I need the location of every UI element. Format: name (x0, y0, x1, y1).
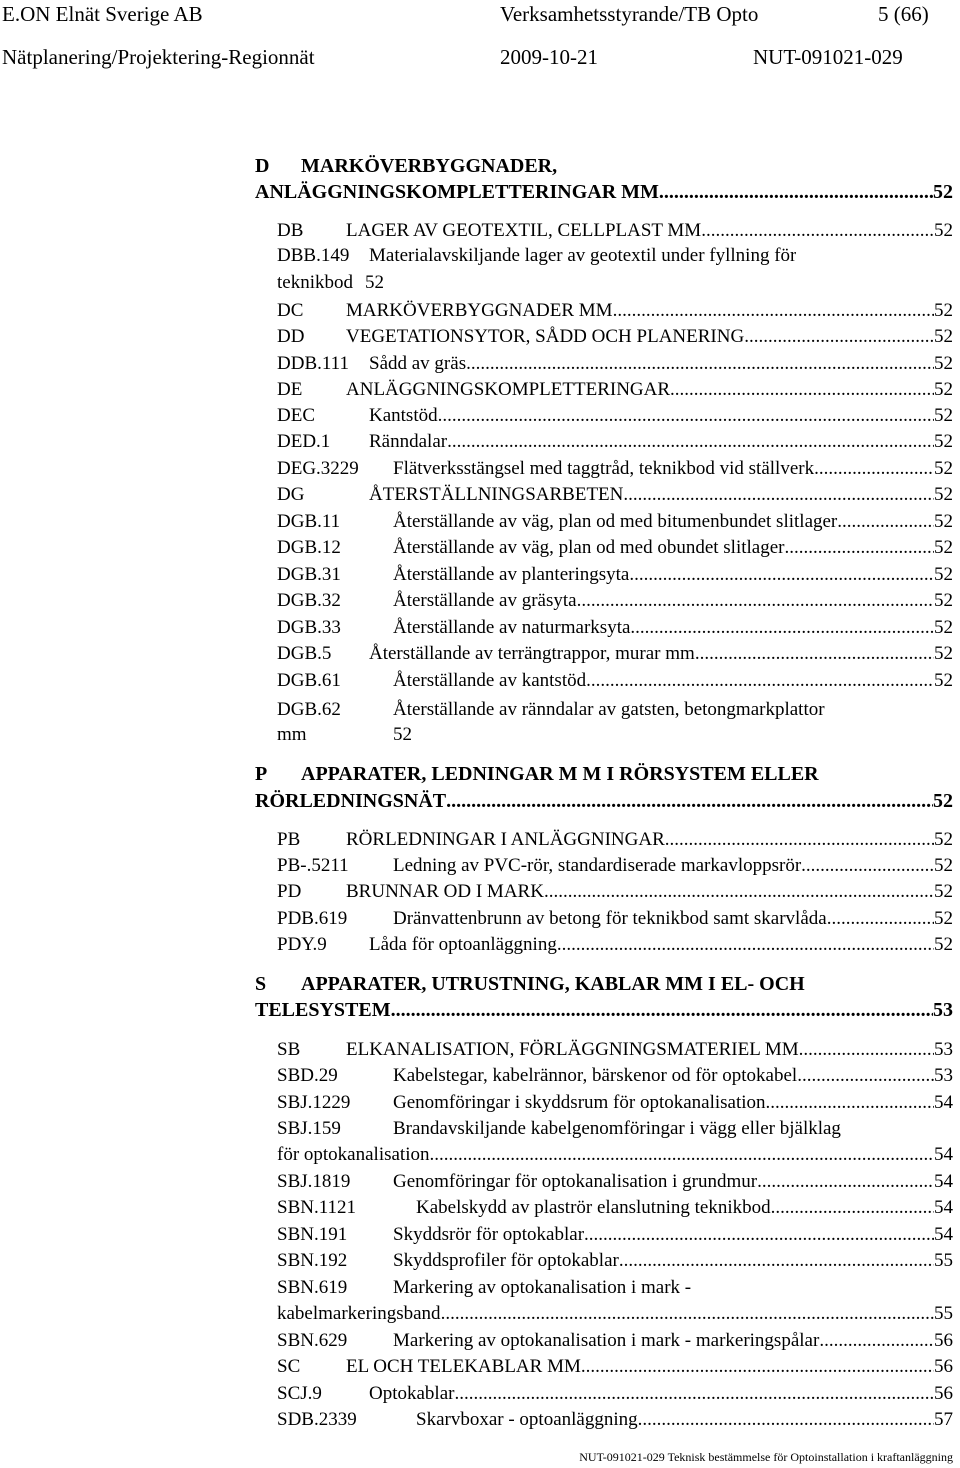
toc-page: 54 (934, 1092, 953, 1113)
toc-page: 56 (934, 1330, 953, 1351)
toc-page: 57 (934, 1409, 953, 1430)
toc-entry-p-line1[interactable] (255, 761, 819, 787)
toc-page: 52 (934, 617, 953, 638)
toc-title: Kabelstegar, kabelrännor, bärskenor od för optokabel (393, 1065, 798, 1086)
toc-entry-dgb31[interactable] (277, 562, 953, 588)
toc-title: Sådd av gräs (369, 353, 467, 374)
toc-entry-dg[interactable] (277, 482, 953, 508)
toc-code: SBJ.1819 (277, 1171, 351, 1192)
toc-title: APPARATER, LEDNINGAR M M I RÖRSYSTEM ELLER (301, 763, 819, 785)
toc-page: 52 (934, 908, 953, 929)
toc-code: SBN.192 (277, 1250, 348, 1271)
toc-entry-de[interactable] (277, 377, 953, 403)
toc-leader (706, 218, 934, 244)
toc-title: Dränvattenbrunn av betong för teknikbod samt skarvlåda (393, 908, 827, 929)
toc-leader (819, 456, 934, 482)
toc-leader (695, 641, 934, 667)
toc-page: 53 (933, 999, 953, 1021)
toc-code: DG (277, 484, 305, 505)
toc-title: Skyddsprofiler för optokablar (393, 1250, 619, 1271)
toc-entry-dc[interactable] (277, 298, 953, 324)
toc-entry-dgb61[interactable] (277, 668, 953, 694)
toc-entry-sbn191[interactable] (277, 1222, 953, 1248)
toc-code: SBN.1121 (277, 1197, 357, 1218)
toc-code: SBJ.1229 (277, 1092, 351, 1113)
toc-code: DB (277, 220, 304, 241)
toc-title: Genomföringar i skyddsrum för optokanalisation (393, 1092, 766, 1113)
toc-entry-s-line2[interactable] (255, 997, 953, 1023)
toc-code: PDB.619 (277, 908, 348, 929)
toc-title: teknikbod (277, 272, 353, 293)
toc-leader (438, 403, 934, 429)
toc-leader (623, 482, 934, 508)
toc-title: TELESYSTEM (255, 999, 391, 1021)
toc-leader (827, 906, 934, 932)
toc-code: DGB.31 (277, 564, 341, 585)
toc-code: PB-.5211 (277, 855, 349, 876)
toc-page: 52 (934, 590, 953, 611)
toc-title: Skyddsrör för optokablar (393, 1224, 585, 1245)
toc-title: Återställande av väg, plan od med bitumenbundet slitlager (393, 511, 838, 532)
toc-code: SBJ.159 (277, 1118, 341, 1139)
toc-page: 52 (934, 405, 953, 426)
toc-page: 52 (934, 537, 953, 558)
toc-leader (799, 1037, 934, 1063)
toc-page: 52 (934, 379, 953, 400)
toc-code: SCJ.9 (277, 1383, 322, 1404)
toc-title: kabelmarkeringsband (277, 1303, 441, 1324)
toc-title: Återställande av naturmarksyta (393, 617, 631, 638)
company-name: E.ON Elnät Sverige AB (2, 2, 203, 26)
toc-title: Markering av optokanalisation i mark - (393, 1277, 692, 1298)
toc-entry-sbn619-line1[interactable] (277, 1275, 691, 1301)
toc-page: 52 (934, 353, 953, 374)
toc-code: DEC (277, 405, 315, 426)
toc-entry-deg[interactable] (277, 456, 953, 482)
toc-title: RÖRLEDNINGSNÄT (255, 790, 447, 812)
toc-entry-dgb62-line1[interactable] (277, 697, 825, 723)
toc-page: 52 (393, 724, 412, 745)
toc-code: DBB.149 (277, 245, 350, 266)
toc-page: 52 (934, 300, 953, 321)
toc-entry-dbb-line2[interactable] (277, 270, 384, 296)
toc-title: APPARATER, UTRUSTNING, KABLAR MM I EL- OCH (301, 973, 805, 995)
toc-entry-dgb62-line2[interactable] (277, 722, 412, 748)
toc-page: 56 (934, 1383, 953, 1404)
toc-leader (630, 615, 934, 641)
toc-entry-sbn192[interactable] (277, 1248, 953, 1274)
toc-leader (557, 932, 934, 958)
toc-page: 53 (934, 1065, 953, 1086)
toc-code: DED.1 (277, 431, 331, 452)
toc-entry-dgb11[interactable] (277, 509, 953, 535)
toc-leader (638, 1407, 934, 1433)
toc-leader (584, 1222, 934, 1248)
toc-leader (797, 1063, 934, 1089)
toc-title: MARKÖVERBYGGNADER MM (346, 300, 613, 321)
toc-page: 52 (934, 934, 953, 955)
toc-code: SDB.2339 (277, 1409, 357, 1430)
toc-code: DGB.11 (277, 511, 341, 532)
toc-title: mm (277, 724, 307, 745)
toc-entry-ddb[interactable] (277, 351, 953, 377)
toc-entry-pb5211[interactable] (277, 853, 953, 879)
toc-entry-ded[interactable] (277, 429, 953, 455)
toc-code: PB (277, 829, 301, 850)
toc-entry-sbj1819[interactable] (277, 1169, 953, 1195)
toc-leader (544, 879, 934, 905)
toc-code: DC (277, 300, 304, 321)
toc-entry-dgb32[interactable] (277, 588, 953, 614)
toc-entry-sbj1229[interactable] (277, 1090, 953, 1116)
toc-entry-dgb33[interactable] (277, 615, 953, 641)
toc-title: Låda för optoanläggning (369, 934, 557, 955)
page-number: 5 (66) (878, 2, 929, 26)
toc-entry-scj[interactable] (277, 1381, 953, 1407)
toc-code: PDY.9 (277, 934, 327, 955)
toc-code: DGB.12 (277, 537, 341, 558)
toc-leader (466, 351, 934, 377)
toc-entry-sb[interactable] (277, 1037, 953, 1063)
toc-page: 52 (934, 564, 953, 585)
toc-code: DGB.33 (277, 617, 341, 638)
toc-page: 53 (934, 1039, 953, 1060)
toc-leader (446, 788, 933, 814)
toc-title: Brandavskiljande kabelgenomföringar i vägg eller bjälklag (393, 1118, 841, 1139)
toc-leader (665, 827, 934, 853)
toc-page: 52 (934, 855, 953, 876)
toc-title: BRUNNAR OD I MARK (346, 881, 544, 902)
toc-entry-pdb[interactable] (277, 906, 953, 932)
toc-entry-s-line1[interactable] (255, 971, 805, 997)
toc-page: 52 (934, 881, 953, 902)
toc-title: LAGER AV GEOTEXTIL, CELLPLAST MM. (346, 220, 706, 241)
toc-title: VEGETATIONSYTOR, SÅDD OCH PLANERING (346, 326, 745, 347)
toc-entry-sbj159-line1[interactable] (277, 1116, 841, 1142)
toc-page: 52 (934, 326, 953, 347)
toc-page: 55 (934, 1303, 953, 1324)
toc-title: Återställande av gräsyta (393, 590, 577, 611)
toc-code: SBN.619 (277, 1277, 348, 1298)
toc-title: Ledning av PVC-rör, standardiserade markavloppsrör (393, 855, 802, 876)
toc-page: 52 (933, 790, 953, 812)
toc-code: DGB.32 (277, 590, 341, 611)
toc-entry-dec[interactable] (277, 403, 953, 429)
toc-leader (619, 1248, 934, 1274)
toc-code: DE (277, 379, 303, 400)
toc-page: 52 (933, 181, 953, 203)
unit-name: Nätplanering/Projektering-Regionnät (2, 45, 315, 69)
toc-code: DGB.61 (277, 670, 341, 691)
toc-code: SB (277, 1039, 301, 1060)
toc-title: Skarvboxar - optoanläggning (416, 1409, 638, 1430)
toc-code: S (255, 973, 267, 995)
toc-entry-pb[interactable] (277, 827, 953, 853)
toc-leader (629, 562, 934, 588)
toc-page: 52 (934, 431, 953, 452)
toc-code: SBN.629 (277, 1330, 348, 1351)
toc-entry-sbd[interactable] (277, 1063, 953, 1089)
toc-code: DEG.3229 (277, 458, 359, 479)
toc-leader (441, 1301, 934, 1327)
toc-entry-dgb5[interactable] (277, 641, 953, 667)
toc-title: för optokanalisation (277, 1144, 430, 1165)
toc-code: SBD.29 (277, 1065, 338, 1086)
toc-code: SC (277, 1356, 301, 1377)
toc-page: 55 (934, 1250, 953, 1271)
toc-entry-db[interactable] (277, 218, 953, 244)
toc-title: Markering av optokanalisation i mark - markeringspålar (393, 1330, 820, 1351)
document-id: NUT-091021-029 (753, 45, 903, 69)
toc-entry-pd[interactable] (277, 879, 953, 905)
toc-title: Återställande av terrängtrappor, murar mm (369, 643, 695, 664)
toc-title: EL OCH TELEKABLAR MM (346, 1356, 581, 1377)
toc-title: ÅTERSTÄLLNINGSARBETEN (369, 484, 624, 505)
toc-page: 52 (934, 484, 953, 505)
running-header-line2 (0, 45, 960, 71)
toc-title: ANLÄGGNINGSKOMPLETTERINGAR MM (255, 181, 659, 203)
toc-title: Återställande av kantstöd (393, 670, 587, 691)
toc-entry-sbn619-line2[interactable] (277, 1301, 953, 1327)
toc-leader (613, 298, 934, 324)
toc-code: DDB.111 (277, 353, 349, 374)
toc-entry-dgb12[interactable] (277, 535, 953, 561)
toc-page: 52 (934, 458, 953, 479)
running-header-line1 (0, 2, 960, 28)
toc-page: 54 (934, 1171, 953, 1192)
toc-leader (447, 429, 934, 455)
toc-title: Kantstöd (369, 405, 438, 426)
toc-leader (670, 377, 934, 403)
toc-leader (801, 853, 934, 879)
toc-leader (586, 668, 934, 694)
toc-leader (819, 1328, 934, 1354)
toc-title: Återställande av planteringsyta (393, 564, 630, 585)
toc-title: Flätverksstängsel med taggtråd, teknikbod vid ställverk. (393, 458, 819, 479)
toc-title: Återställande av ränndalar av gatsten, betongmarkplattor (393, 699, 825, 720)
toc-entry-dbb-line1[interactable] (277, 243, 796, 269)
toc-page: 52 (934, 829, 953, 850)
toc-leader (785, 535, 935, 561)
toc-page: 56 (934, 1356, 953, 1377)
toc-page: 52 (934, 220, 953, 241)
toc-leader (391, 997, 933, 1023)
toc-leader (454, 1381, 934, 1407)
toc-page: 52 (934, 670, 953, 691)
toc-leader (430, 1142, 935, 1168)
toc-leader (581, 1354, 934, 1380)
toc-leader (766, 1090, 934, 1116)
toc-entry-d-line2[interactable] (255, 179, 953, 205)
toc-page: 52 (365, 272, 384, 293)
toc-title: ELKANALISATION, FÖRLÄGGNINGSMATERIEL MM (346, 1039, 799, 1060)
toc-entry-dd[interactable] (277, 324, 953, 350)
toc-page: 54 (934, 1224, 953, 1245)
toc-entry-d-line1[interactable] (255, 153, 557, 179)
toc-page: 54 (934, 1197, 953, 1218)
toc-title: Återställande av väg, plan od med obundet slitlager (393, 537, 785, 558)
toc-page: 54 (934, 1144, 953, 1165)
toc-entry-pdy[interactable] (277, 932, 953, 958)
document-date: 2009-10-21 (500, 45, 598, 69)
toc-leader (771, 1195, 934, 1221)
toc-entry-p-line2[interactable] (255, 788, 953, 814)
toc-leader (577, 588, 934, 614)
toc-code: P (255, 763, 268, 785)
toc-leader (837, 509, 934, 535)
toc-page: 52 (934, 511, 953, 532)
toc-code: PD (277, 881, 302, 902)
page-footer: NUT-091021-029 Teknisk bestämmelse för Optoinstallation i kraftanläggning (579, 1450, 953, 1464)
department: Verksamhetsstyrande/TB Opto (500, 2, 759, 26)
toc-title: Optokablar (369, 1383, 455, 1404)
toc-entry-sbn629[interactable] (277, 1328, 953, 1354)
toc-code: DGB.62 (277, 699, 341, 720)
toc-entry-sbn1121[interactable] (277, 1195, 953, 1221)
toc-title: Materialavskiljande lager av geotextil under fyllning för (369, 245, 797, 266)
toc-leader (659, 179, 933, 205)
toc-entry-sc[interactable] (277, 1354, 953, 1380)
toc-title: Ränndalar (369, 431, 448, 452)
toc-code: DGB.5 (277, 643, 332, 664)
toc-code: D (255, 155, 270, 177)
toc-code: DD (277, 326, 305, 347)
toc-code: SBN.191 (277, 1224, 348, 1245)
toc-page: 52 (934, 643, 953, 664)
toc-title: ANLÄGGNINGSKOMPLETTERINGAR (346, 379, 671, 400)
toc-title: Genomföringar för optokanalisation i grundmur (393, 1171, 758, 1192)
toc-leader (744, 324, 934, 350)
toc-title: RÖRLEDNINGAR I ANLÄGGNINGAR (346, 829, 665, 850)
toc-title: Kabelskydd av plaströr elanslutning teknikbod (416, 1197, 771, 1218)
toc-entry-sbj159-line2[interactable] (277, 1142, 953, 1168)
toc-entry-sdb[interactable] (277, 1407, 953, 1433)
toc-leader (757, 1169, 934, 1195)
toc-title: MARKÖVERBYGGNADER, (301, 155, 558, 177)
